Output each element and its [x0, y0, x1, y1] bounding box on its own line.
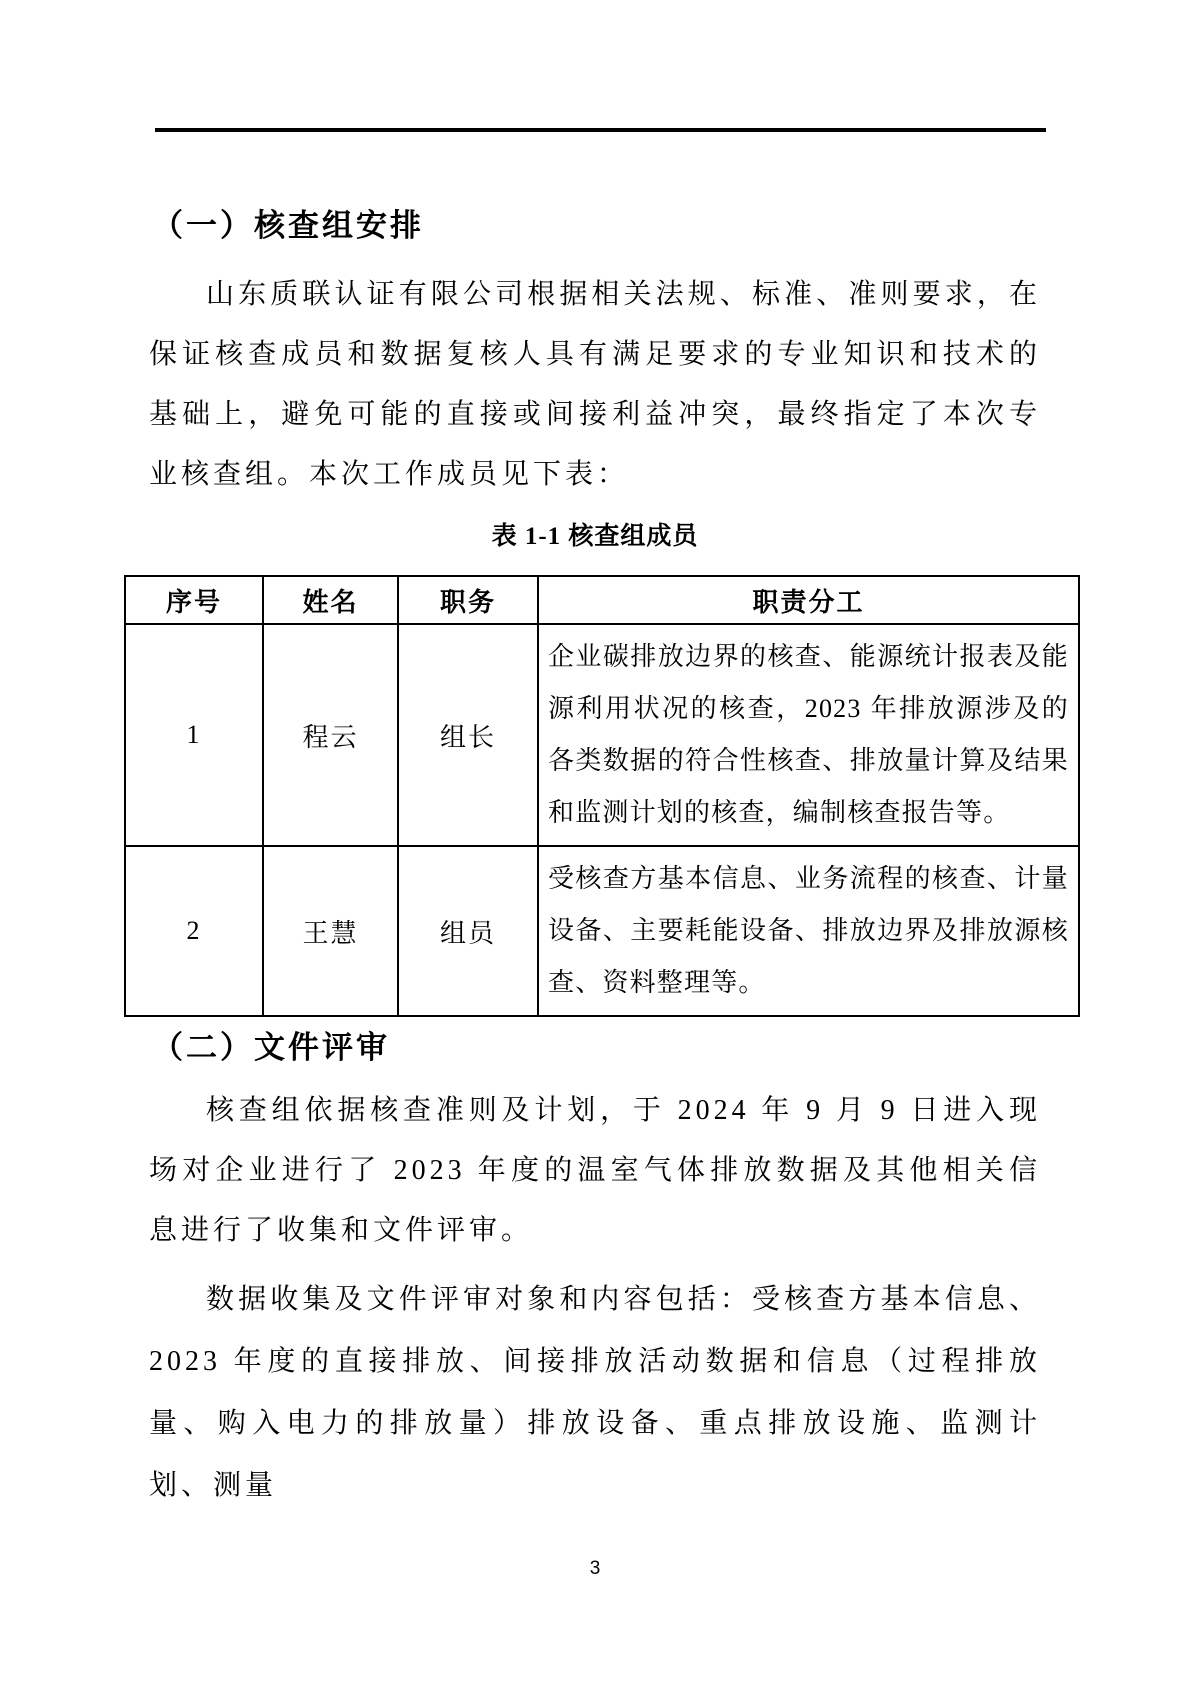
cell-serial-number: 1 [125, 624, 263, 846]
cell-member-position: 组长 [398, 624, 538, 846]
table-title: 表 1-1 核查组成员 [491, 523, 699, 550]
table-row [125, 846, 1079, 1016]
cell-serial-number: 2 [125, 846, 263, 1016]
cell-member-name: 王慧 [263, 846, 398, 1016]
column-header-position: 职务 [398, 576, 538, 624]
column-header-name: 姓名 [263, 576, 398, 624]
column-header-serial-number: 序号 [125, 576, 263, 624]
page-number: 3 [589, 1558, 601, 1579]
section-1-paragraph: 山东质联认证有限公司根据相关法规、标准、准则要求，在保证核查成员和数据复核人具有满足要求的专业知识和技术的基础上，避免可能的直接或间接利益冲突，最终指定了本次专业核查组。本次工作成员见下表： [149, 279, 1041, 490]
table-row [125, 624, 1079, 846]
cell-member-responsibilities: 企业碳排放边界的核查、能源统计报表及能源利用状况的核查，2023 年排放源涉及的各类数据的符合性核查、排放量计算及结果和监测计划的核查，编制核查报告等。 [538, 624, 1079, 846]
column-header-responsibilities: 职责分工 [538, 576, 1079, 624]
section-2-paragraph-1: 核查组依据核查准则及计划，于 2024 年 9 月 9 日进入现场对企业进行了 2023 年度的温室气体排放数据及其他相关信息进行了收集和文件评审。 [149, 1095, 1041, 1246]
verification-team-table [124, 575, 1080, 1017]
cell-member-name: 程云 [263, 624, 398, 846]
cell-member-responsibilities: 受核查方基本信息、业务流程的核查、计量设备、主要耗能设备、排放边界及排放源核查、资料整理等。 [538, 846, 1079, 1016]
table-header-row [125, 576, 1079, 624]
cell-member-position: 组员 [398, 846, 538, 1016]
page-header-rule [155, 128, 1046, 132]
section-1-heading: （一）核查组安排 [152, 208, 424, 243]
section-2-heading: （二）文件评审 [152, 1030, 390, 1065]
section-2-paragraph-2: 数据收集及文件评审对象和内容包括：受核查方基本信息、2023 年度的直接排放、间接排放活动数据和信息（过程排放量、购入电力的排放量）排放设备、重点排放设施、监测计划、测量 [149, 1284, 1041, 1501]
